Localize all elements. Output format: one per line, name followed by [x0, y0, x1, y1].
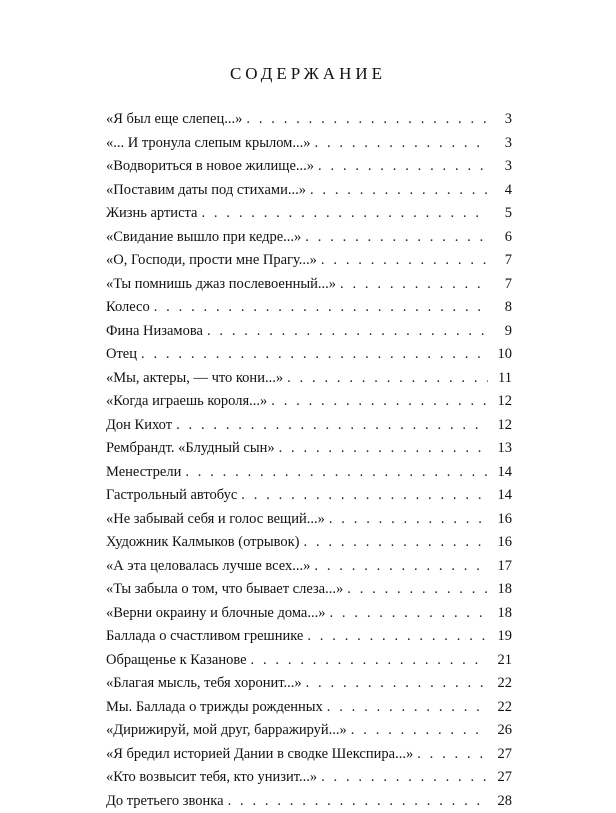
toc-entry-page-number: 14	[494, 461, 512, 485]
toc-entry-page-number: 22	[494, 696, 512, 720]
toc-entry-page-number: 13	[494, 437, 512, 461]
toc-entry	[106, 249, 512, 273]
toc-entry-title: Фина Низамова	[106, 320, 203, 344]
toc-entry-title: «Я был еще слепец...»	[106, 108, 242, 132]
toc-entry-page-number: 16	[494, 508, 512, 532]
dot-leader	[340, 273, 488, 297]
toc-entry-page-number: 11	[494, 367, 512, 391]
dot-leader	[246, 108, 488, 132]
toc-entry-title: «Когда играешь короля...»	[106, 390, 267, 414]
dot-leader	[327, 696, 488, 720]
toc-entry-page-number: 3	[494, 108, 512, 132]
toc-entry	[106, 461, 512, 485]
toc-entry	[106, 202, 512, 226]
dot-leader	[287, 367, 488, 391]
dot-leader	[279, 437, 488, 461]
toc-entry	[106, 390, 512, 414]
dot-leader	[307, 625, 488, 649]
toc-entry-title: Рембрандт. «Блудный сын»	[106, 437, 275, 461]
toc-entry-title: «А эта целовалась лучше всех...»	[106, 555, 310, 579]
toc-entry	[106, 132, 512, 156]
toc-entry-title: «Ты помнишь джаз послевоенный...»	[106, 273, 336, 297]
toc-entry-title: «О, Господи, прости мне Прагу...»	[106, 249, 317, 273]
toc-entry	[106, 179, 512, 203]
toc-entry	[106, 696, 512, 720]
toc-entry-title: «Я бредил историей Дании в сводке Шекспира...»	[106, 743, 413, 767]
toc-entry-title: Отец	[106, 343, 137, 367]
toc-entry	[106, 108, 512, 132]
toc-entry-page-number: 14	[494, 484, 512, 508]
toc-entry-page-number: 8	[494, 296, 512, 320]
toc-entry-title: До третьего звонка	[106, 790, 224, 813]
toc-entry-page-number: 6	[494, 226, 512, 250]
dot-leader	[228, 790, 488, 813]
dot-leader	[347, 578, 488, 602]
dot-leader	[310, 179, 488, 203]
toc-entry-page-number: 28	[494, 790, 512, 813]
dot-leader	[154, 296, 488, 320]
toc-entry-title: Менестрели	[106, 461, 181, 485]
toc-entry	[106, 155, 512, 179]
toc-entry-title: «Ты забыла о том, что бывает слеза...»	[106, 578, 343, 602]
toc-entry	[106, 367, 512, 391]
toc-entry	[106, 555, 512, 579]
toc-entry-title: «Свидание вышло при кедре...»	[106, 226, 301, 250]
dot-leader	[185, 461, 488, 485]
toc-entry-title: «Мы, актеры, — что кони...»	[106, 367, 283, 391]
toc-entry	[106, 226, 512, 250]
toc-entry	[106, 273, 512, 297]
dot-leader	[318, 155, 488, 179]
dot-leader	[304, 531, 489, 555]
toc-entry	[106, 320, 512, 344]
toc-entry	[106, 484, 512, 508]
dot-leader	[315, 132, 489, 156]
page-title: СОДЕРЖАНИЕ	[0, 64, 616, 84]
toc-entry-page-number: 9	[494, 320, 512, 344]
toc-entry-page-number: 26	[494, 719, 512, 743]
dot-leader	[417, 743, 488, 767]
toc-entry	[106, 649, 512, 673]
toc-entry-page-number: 27	[494, 766, 512, 790]
toc-entry-title: Обращенье к Казанове	[106, 649, 247, 673]
toc-entry	[106, 766, 512, 790]
toc-entry	[106, 625, 512, 649]
toc-entry-title: «Кто возвысит тебя, кто унизит...»	[106, 766, 317, 790]
dot-leader	[207, 320, 488, 344]
toc-entry-title: Колесо	[106, 296, 150, 320]
toc-entry	[106, 719, 512, 743]
dot-leader	[321, 249, 488, 273]
toc-entry	[106, 672, 512, 696]
toc-entry-page-number: 10	[494, 343, 512, 367]
toc-entry-page-number: 19	[494, 625, 512, 649]
toc-entry-page-number: 17	[494, 555, 512, 579]
toc-entry-title: Гастрольный автобус	[106, 484, 237, 508]
toc-entry-title: «Не забывай себя и голос вещий...»	[106, 508, 325, 532]
toc-entry-page-number: 18	[494, 602, 512, 626]
toc-entry-page-number: 12	[494, 390, 512, 414]
dot-leader	[271, 390, 488, 414]
dot-leader	[329, 602, 488, 626]
toc-entry-title: Дон Кихот	[106, 414, 172, 438]
toc-entry-title: Жизнь артиста	[106, 202, 197, 226]
toc-entry-title: Мы. Баллада о трижды рожденных	[106, 696, 323, 720]
toc-entry-page-number: 22	[494, 672, 512, 696]
toc-entry-page-number: 4	[494, 179, 512, 203]
toc-entry-page-number: 7	[494, 273, 512, 297]
table-of-contents	[106, 108, 512, 813]
toc-entry-title: Баллада о счастливом грешнике	[106, 625, 303, 649]
toc-entry	[106, 437, 512, 461]
dot-leader	[241, 484, 488, 508]
toc-entry	[106, 531, 512, 555]
toc-entry-title: «Водвориться в новое жилище...»	[106, 155, 314, 179]
toc-entry-page-number: 3	[494, 155, 512, 179]
toc-entry	[106, 414, 512, 438]
toc-entry-title: «Дирижируй, мой друг, барражируй...»	[106, 719, 347, 743]
dot-leader	[141, 343, 488, 367]
toc-entry-page-number: 16	[494, 531, 512, 555]
toc-entry-page-number: 12	[494, 414, 512, 438]
toc-entry	[106, 343, 512, 367]
dot-leader	[201, 202, 488, 226]
dot-leader	[321, 766, 488, 790]
toc-entry	[106, 790, 512, 813]
dot-leader	[351, 719, 488, 743]
dot-leader	[306, 672, 488, 696]
toc-entry-page-number: 7	[494, 249, 512, 273]
toc-entry-title: Художник Калмыков (отрывок)	[106, 531, 300, 555]
toc-entry	[106, 743, 512, 767]
toc-entry	[106, 508, 512, 532]
toc-entry-page-number: 3	[494, 132, 512, 156]
toc-entry-page-number: 27	[494, 743, 512, 767]
toc-entry-title: «Благая мысль, тебя хоронит...»	[106, 672, 302, 696]
dot-leader	[329, 508, 488, 532]
dot-leader	[251, 649, 488, 673]
toc-entry	[106, 602, 512, 626]
toc-entry-page-number: 21	[494, 649, 512, 673]
dot-leader	[176, 414, 488, 438]
toc-entry-title: «Верни окраину и блочные дома...»	[106, 602, 325, 626]
dot-leader	[305, 226, 488, 250]
toc-entry-page-number: 5	[494, 202, 512, 226]
toc-entry-title: «Поставим даты под стихами...»	[106, 179, 306, 203]
dot-leader	[314, 555, 488, 579]
toc-entry	[106, 578, 512, 602]
toc-entry-page-number: 18	[494, 578, 512, 602]
toc-entry-title: «... И тронула слепым крылом...»	[106, 132, 311, 156]
toc-entry	[106, 296, 512, 320]
